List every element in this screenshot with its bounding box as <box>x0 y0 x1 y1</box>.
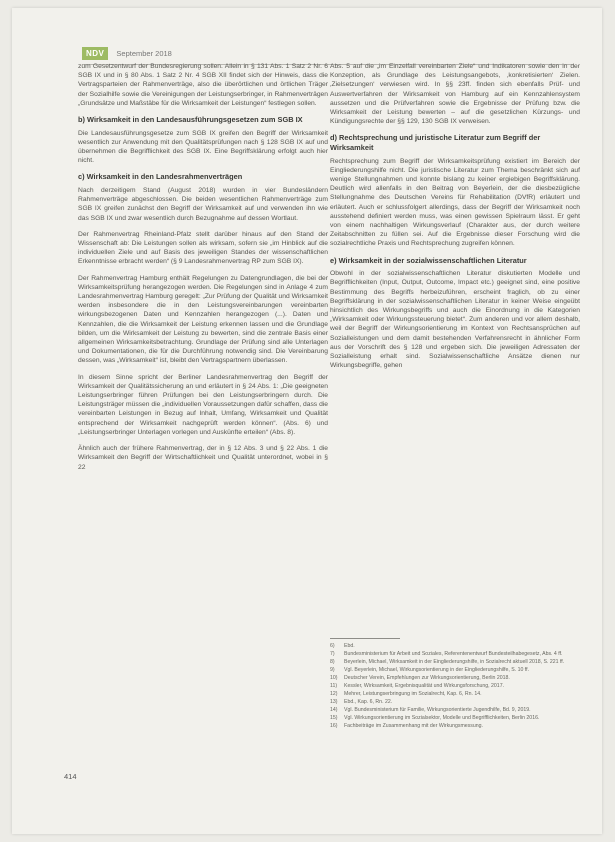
section-heading-b: b) Wirksamkeit in den Landesausführungsgesetzen zum SGB IX <box>78 115 303 125</box>
footnote-text: Vgl. Beyerlein, Michael, Wirkungsorientierung in der Eingliederungshilfe, S. 10 ff. <box>344 667 530 673</box>
footnote-text: Ebd. <box>344 643 355 649</box>
footnote <box>330 659 582 666</box>
page-header <box>82 46 172 60</box>
footnote-text: Fachbeiträge im Zusammenhang mit der Wirkungsmessung. <box>344 723 483 729</box>
footnote <box>330 643 582 650</box>
footnote-text: Vgl. Bundesministerium für Familie, Wirkungsorientierte Jugendhilfe, Bd. 9, 2019. <box>344 707 531 713</box>
footnote <box>330 707 582 714</box>
footnote-rule <box>330 638 400 639</box>
footnote <box>330 723 582 730</box>
section-heading-d: d) Rechtsprechung und juristische Literatur zum Begriff der Wirksamkeit <box>330 133 541 153</box>
footnote-text: Kessler, Wirksamkeit, Ergebnisqualität und Wirkungsforschung, 2017. <box>344 683 505 689</box>
footnote-number: 14) <box>330 707 338 713</box>
footnote <box>330 683 582 690</box>
right-column <box>330 62 580 377</box>
footnote-number: 10) <box>330 675 338 681</box>
footnote-text: Ebd., Kap. 6, Rn. 22. <box>344 699 393 705</box>
footnote <box>330 651 582 658</box>
paragraph: Der Rahmenvertrag Rheinland-Pfalz stellt darüber hinaus auf den Stand der Wissenschaft ab: Die Leistungen sollen als wirksam, sofern sie „im Hinblick auf die individuellen Ziele und auf Basis des jeweiligen Standes der wissenschaftlichen Erkenntnisse erbracht werden“ (§ 9 Landesrahmenvertrag RP zum SGB IX). <box>78 230 328 266</box>
footnote-text: Vgl. Wirkungsorientierung im Sozialsektor, Modelle und Begrifflichkeiten, Berlin 2016. <box>344 715 540 721</box>
footnote-text: Deutscher Verein, Empfehlungen zur Wirkungsorientierung, Berlin 2018. <box>344 675 510 681</box>
footnote-number: 13) <box>330 699 338 705</box>
footnote-text: Mehrer, Leistungserbringung im Sozialrecht, Kap. 6, Rn. 14. <box>344 691 482 697</box>
footnote-number: 6) <box>330 643 335 649</box>
footnote-number: 8) <box>330 659 335 665</box>
paragraph: Der Rahmenvertrag Hamburg enthält Regelungen zu Datengrundlagen, die bei der Wirksamkeitsprüfung herangezogen werden. Die Regelungen sind in Anlage 4 zum Landesrahmenvertrag Hamburg geregelt: „Zur Prüfung der Qualität und Wirksamkeit werden insbesondere die in den Leistungsvereinbarungen vereinbarten wirkungsbezogenen Daten und Kennzahlen herangezogen (...). Daten und Kennzahlen, die die Wirksamkeit der Leistung erkennen lassen und die Grundlage bilden, um die Wirksamkeit der Leistung zu bewerten, sind die zentrale Basis einer allgemeinen Wirksamkeitsbetrachtung. Grundlage der Prüfung sind alle Unterlagen und Dokumentationen, die für die Durchführung notwendig sind. Die Vereinbarung dessen, was „Wirksamkeit“ ist, bleibt den Vertragspartnern überlassen. <box>78 274 328 365</box>
footnote <box>330 699 582 706</box>
journal-logo: NDV <box>82 47 108 60</box>
footnote <box>330 675 582 682</box>
footnote-list <box>330 643 582 730</box>
paragraph: zum Gesetzentwurf der Bundesregierung sollen. Allein in § 131 Abs. 1 Satz 2 Nr. 6 SGB IX und in § 80 Abs. 1 Satz 2 Nr. 4 SGB XII findet sich der Hinweis, dass die Vertragsparteien der Rahmenverträge, also die überörtlichen und örtlichen Träger der Sozialhilfe sowie die Vereinigungen der Leistungserbringer, in Rahmenverträgen „Grundsätze und Maßstäbe für die Wirksamkeit der Leistungen“ festlegen sollen. <box>78 63 328 107</box>
paragraph: Die Landesausführungsgesetze zum SGB IX greifen den Begriff der Wirksamkeit wesentlich zur Anwendung mit den Qualitätsprüfungen nach § 128 SGB IX auf und übernehmen die Begrifflichkeit des SGB IX. Eine Begriffsklärung erfolgt auch hier nicht. <box>78 129 328 165</box>
footnote <box>330 715 582 722</box>
paragraph: Abs. 5 auf die „im Einzelfall vereinbarten Ziele“ und Indikatoren sowie den in der Konzeption, als Grundlage des Leistungsangebots, ‚konkretisierten‘ Zielen. ‚Zielsetzungen‘ verwiesen wird. In §§ 23ff. finden sich ebenfalls Prüf- und Auswertverfahren der Wirksamkeit von Hamburg auf ein Kennzahlensystem aussetzen und die Prüfverfahren sowie die Ergebnisse der Prüfung bzw. die Wirksamkeit der Leistung bewerten – auf die gesetzlichen Kürzungs- und Kündigungsrechte der §§ 129, 130 SGB IX verweisen. <box>330 63 580 126</box>
footnote-text: Bundesministerium für Arbeit und Soziales, Referentenentwurf Bundesteilhabegesetz, Abs. 4 ff. <box>344 651 563 657</box>
paragraph: In diesem Sinne spricht der Berliner Landesrahmenvertrag den Begriff der Wirksamkeit der Qualitätssicherung an und erläutert in § 24 Abs. 1: „Die geeigneten Leistungserbringer führen Prüfungen bei den Leistungserbringern durch. Die Leistungsträger müssen die „individuellen Voraussetzungen dafür schaffen, dass die vereinbarten Leistungen in Bezug auf Inhalt, Umfang, Wirksamkeit und Qualität entsprechend der Wirksamkeit nachgeprüft werden können“. (Abs. 6) und „Leistungserbringer Unterlagen vorlegen und Auskünfte erteilen“ (Abs. 8). <box>78 373 328 436</box>
left-column <box>78 62 328 479</box>
footnote-number: 7) <box>330 651 335 657</box>
footnote-number: 16) <box>330 723 338 729</box>
footnotes <box>330 638 582 731</box>
paragraph: Ähnlich auch der frühere Rahmenvertrag, der in § 12 Abs. 3 und § 22 Abs. 1 die Wirksamkeit den Begriff der Wirtschaftlichkeit und Qualität unterordnet, wobei in § 22 <box>78 445 328 471</box>
issue-date: September 2018 <box>116 48 172 58</box>
footnote-number: 15) <box>330 715 338 721</box>
section-heading-c: c) Wirksamkeit in den Landesrahmenverträgen <box>78 172 243 182</box>
footnote-number: 12) <box>330 691 338 697</box>
paragraph: Obwohl in der sozialwissenschaftlichen Literatur diskutierten Modelle und Begrifflichkeiten (Input, Output, Outcome, Impact etc.) geeignet sind, eine positive Bestimmung des Begriffs herbeizuführen, erscheint fraglich, ob zu einer Begriffsklärung in der sozialwissenschaftlichen Literatur in keiner Weise eingeübt hinsichtlich des Wirkungsbegriffs und auch die Einordnung in die Kategorien „Wirksamkeit oder Wirkungssteuerung bietet“. Zum anderen und vor allem deshalb, weil der Begriff der Wirkungsorientierung im Kontext von Rechtsansprüchen auf Sozialleistungen und dem damit bestehenden Verfahrensrecht in ähnlicher Form aus der Vorschrift des § 128 und ergeben sich. Die jeweiligen Adressaten der Sozialleistung erhalt sind. Sozialwissenschaftliche Ansätze dienen nur Wirkungsbegriffe, gehen <box>330 270 580 370</box>
paragraph: Nach derzeitigem Stand (August 2018) wurden in vier Bundesländern Rahmenverträge abgeschlossen. Die beiden wesentlichen Rahmenverträge zum SGB IX greifen zunächst den Begriff der Wirksamkeit auf und verwenden ihn wie das SGB IX und zwar wesentlich durch Bezugnahme auf dessen Wortlaut. <box>78 187 328 222</box>
footnote-number: 11) <box>330 683 338 689</box>
footnote-number: 9) <box>330 667 335 673</box>
footnote <box>330 691 582 698</box>
section-heading-e: e) Wirksamkeit in der sozialwissenschaftlichen Literatur <box>330 255 527 265</box>
footnote-text: Beyerlein, Michael, Wirksamkeit in der Eingliederungshilfe, in Sozialrecht aktuell 2018, S. 221 ff. <box>344 659 565 665</box>
page-number: 414 <box>64 772 77 781</box>
paragraph: Rechtsprechung zum Begriff der Wirksamkeitsprüfung existiert im Bereich der Eingliederungshilfe nicht. Die juristische Literatur zum Thema beschränkt sich auf wenige Stellungnahmen und konnte bislang zu keiner ergiebigen Begriffsklärung. Deutlich wird allenfalls in den Beitrag von Beyerlein, der die diesbezügliche Stellungnahme des Deutschen Vereins für Rehabilitation (DVfR) erläutert und erläutert. Auch er schlussfolgert allerdings, dass der Begriff der Wirksamkeit noch ausstehend definiert werden muss, was einen gewissen Spielraum lässt. Er geht von einem nachhaltigen Wirkungsverlauf (Charakter aus, der durch weitere Zeitabschnitten zu füllen sei. Auf die Ergebnisse dieser Forschung wird die sozialrechtliche Praxis und Rechtsprechung zugreifen können. <box>330 157 580 248</box>
footnote <box>330 667 582 674</box>
